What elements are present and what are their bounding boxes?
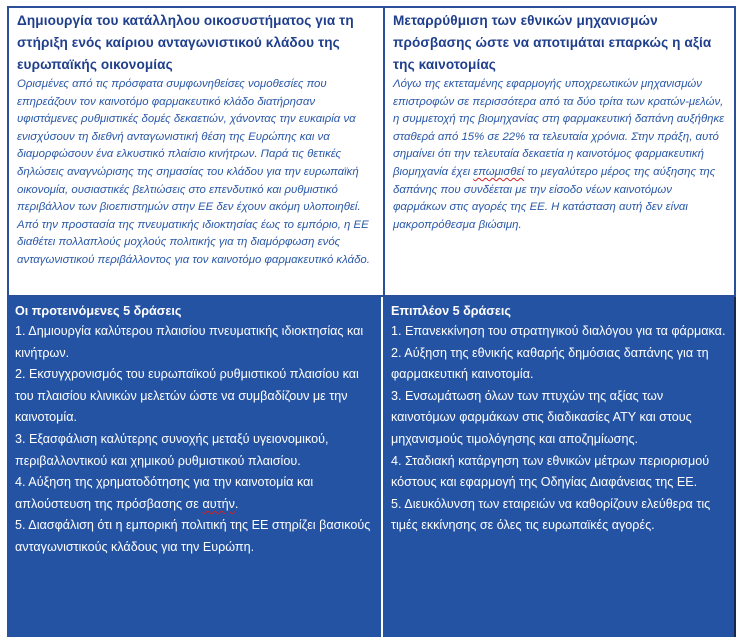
cell-additional-actions	[383, 297, 736, 637]
proposed-action-1: 1. Δημιουργία καλύτερου πλαισίου πνευματικής ιδιοκτησίας και κινήτρων.	[15, 324, 364, 360]
proposed-actions-title: Οι προτεινόμενες 5 δράσεις	[15, 304, 182, 318]
spellcheck-flagged-word: αυτήν	[202, 496, 235, 511]
spellcheck-flagged-word: επωμισθεί	[473, 165, 524, 178]
proposed-action-3: 3. Εξασφάλιση καλύτερης συνοχής μεταξύ υγειονομικού, περιβαλλοντικού και χημικού ρυθμιστικού πλαισίου.	[15, 431, 329, 468]
additional-action-1: 1. Επανεκκίνηση του στρατηγικού διαλόγου για τα φάρμακα.	[391, 324, 726, 338]
proposed-action-4-end: .	[234, 496, 239, 511]
proposed-action-5: 5. Διασφάλιση ότι η εμπορική πολιτική της ΕΕ στηρίζει βασικούς ανταγωνιστικούς κλάδους για την Ευρώπη.	[15, 518, 371, 554]
cell-access-reform	[383, 6, 736, 297]
additional-action-3: 3. Ενσωμάτωση όλων των πτυχών της αξίας των καινοτόμων φαρμάκων στις διαδικασίες ΑΤΥ και στους μηχανισμούς τιμολόγησης και αποζημίωσης.	[391, 388, 692, 446]
ecosystem-heading: Δημιουργία του κατάλληλου οικοσυστήματος για τη στήριξη ενός καίριου ανταγωνιστικού κλάδου της ευρωπαϊκής οικονομίας	[17, 13, 354, 72]
proposed-action-2: 2. Εκσυγχρονισμός του ευρωπαϊκού ρυθμιστικού πλαισίου και του πλαισίου κλινικών μελετών ώστε να συμβαδίζουν με την καινοτομία.	[15, 367, 359, 425]
access-reform-body-part1: Λόγω της εκτεταμένης εφαρμογής υποχρεωτικών μηχανισμών επιστροφών σε περισσότερα από τα δύο τρίτα των κρατών-μελών, η συμμετοχή της βιομηχανίας στη φαρμακευτική δαπάνη αυξήθηκε σταθερά από 15% σε 22% τα τελευταία χρόνια. Στην πράξη, αυτό σημαίνει ότι την τελευταία δεκαετία η καινοτόμος φαρμακευτική βιομηχανία έχει	[393, 78, 725, 178]
ecosystem-body: Ορισμένες από τις πρόσφατα συμφωνηθείσες νομοθεσίες που επηρεάζουν τον καινοτόμο φαρμακευτικό κλάδο διατήρησαν υφιστάμενες ρυθμιστικές δομές δεκαετιών, χάνοντας την ευκαιρία να ενισχύσουν τη διεθνή ανταγωνιστική θέση της Ευρώπης και να διαμορφώσουν ένα ελκυστικό πλαίσιο κινήτρων. Παρά τις θετικές δηλώσεις αναγνώρισης της σημασίας του κλάδου για την ευρωπαϊκή οικονομία, ουσιαστικές βελτιώσεις στο επενδυτικό και ρυθμιστικό περιβάλλον των βιοεπιστημών στην ΕΕ δεν έχουν ακόμη υλοποιηθεί. Από την προστασία της πνευματικής ιδιοκτησίας έως το εμπόριο, η ΕΕ διαθέτει πολλαπλούς μοχλούς πολιτικής για τη διαμόρφωση ενός ανταγωνιστικού περιβάλλοντος για τον καινοτόμο φαρμακευτικό κλάδο.	[17, 78, 370, 266]
proposed-action-4-text: 4. Αύξηση της χρηματοδότησης για την καινοτομία και απλούστευση της πρόσβασης σε	[15, 475, 314, 511]
content-table	[7, 6, 736, 637]
access-reform-body-part2: το μεγαλύτερο μέρος της αύξησης της δαπάνης που συνδέεται με την είσοδο νέων καινοτόμων φαρμάκων στις αγορές της ΕΕ. Η κατάσταση αυτή δεν είναι μακροπρόθεσμα βιώσιμη.	[393, 165, 716, 231]
proposed-action-4	[7, 472, 381, 515]
additional-action-2: 2. Αύξηση της εθνικής καθαρής δημόσιας δαπάνης για τη φαρμακευτική καινοτομία.	[391, 345, 709, 382]
cell-proposed-actions	[7, 297, 381, 637]
cell-ecosystem	[7, 6, 384, 297]
additional-actions-title: Επιπλέον 5 δράσεις	[391, 304, 511, 318]
additional-action-4: 4. Σταδιακή κατάργηση των εθνικών μέτρων περιορισμού κόστους και εφαρμογή της Οδηγίας Διαφάνειας της ΕΕ.	[391, 453, 710, 490]
additional-action-5: 5. Διευκόλυνση των εταιρειών να καθορίζουν ελεύθερα τις τιμές εκκίνησης σε όλες τις ευρωπαϊκές αγορές.	[391, 496, 711, 533]
access-reform-heading: Μεταρρύθμιση των εθνικών μηχανισμών πρόσβασης ώστε να αποτιμάται επαρκώς η αξία της καινοτομίας	[393, 13, 712, 72]
access-reform-body	[385, 76, 734, 234]
